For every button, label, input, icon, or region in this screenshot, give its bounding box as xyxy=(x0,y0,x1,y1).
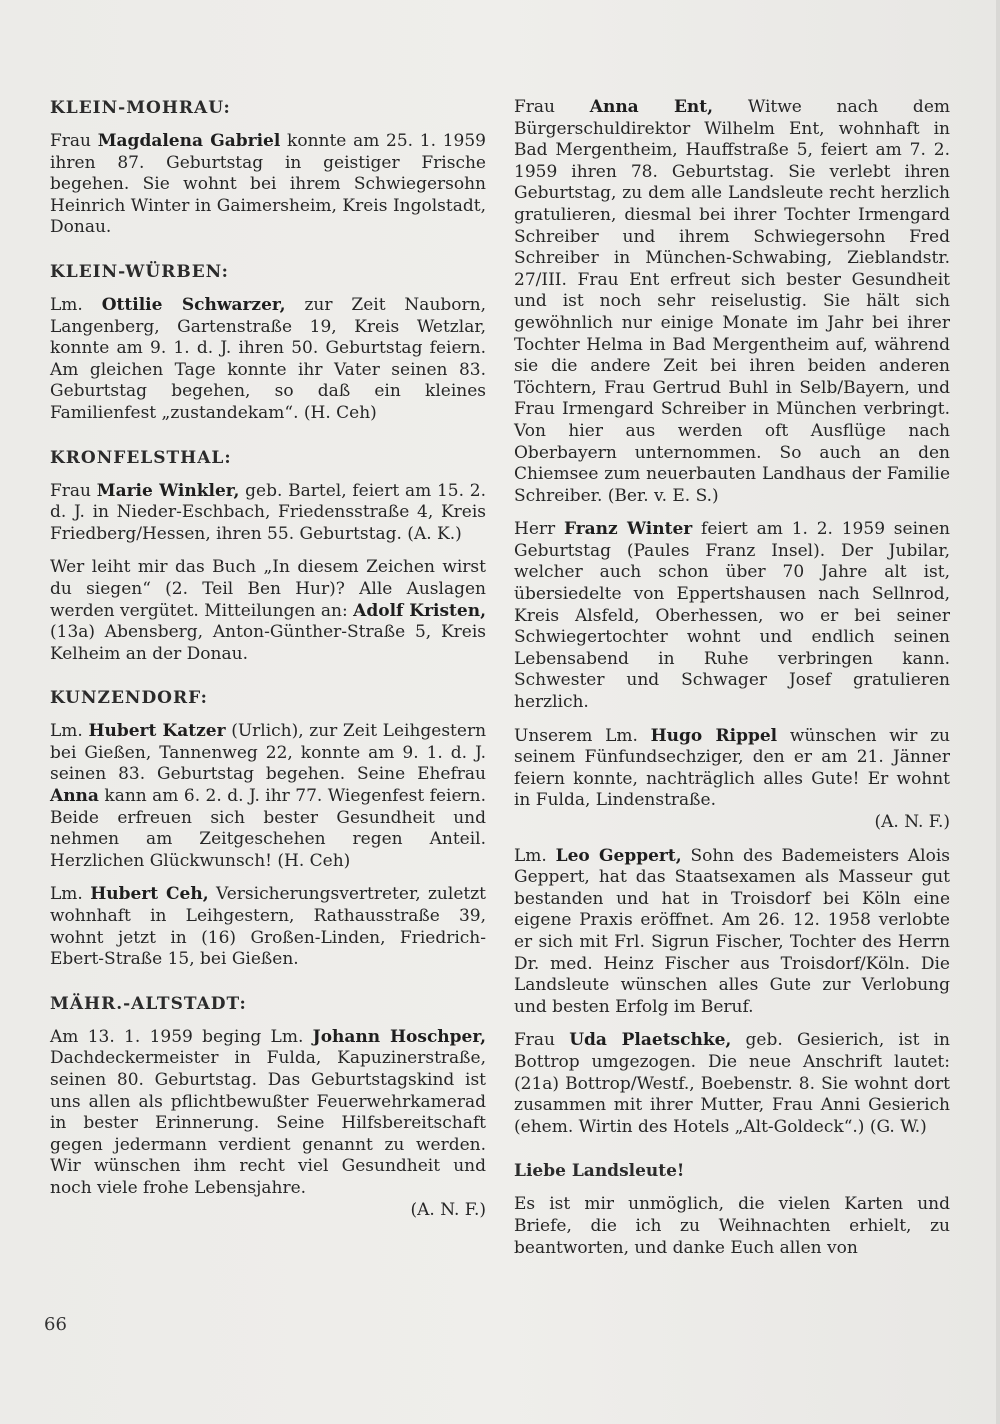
entry-rippel xyxy=(514,726,950,812)
person-name: Johann Hoschper, xyxy=(312,1026,486,1047)
entry-text: Dachdeckermeister in Fulda, Kapuzinerstraße, seinen 80. Geburtstag. Das Geburtstagskind ist uns allen als pflichtbewußter Feuerwehrkamerad in bester Erinnerung. Seine Hilfsbereitschaft gegen jedermann verdient genannt zu werden. Wir wünschen ihm recht viel Gesundheit und noch viele frohe Lebensjahre. xyxy=(50,1048,486,1198)
person-name: Adolf Kristen, xyxy=(353,600,486,621)
entry-ceh xyxy=(50,884,486,970)
person-name: Marie Winkler, xyxy=(96,480,240,501)
entry-text: Frau xyxy=(50,131,98,151)
entry-text: wünschen wir zu seinem Fünfundsechziger, den er am 21. Jänner feiern konnte, nachträglich alles Gute! Er wohnt in Fulda, Lindenstraße. xyxy=(514,725,950,811)
entry-text: Wer leiht mir das Buch „In diesem Zeichen wirst du siegen“ (2. Teil Ben Hur)? Alle Auslagen werden vergütet. Mitteilungen an: xyxy=(50,557,486,621)
person-name: Leo Geppert, xyxy=(555,845,682,866)
heading-kunzendorf: KUNZENDORF: xyxy=(50,688,208,709)
entry-text: Frau xyxy=(514,97,590,117)
signature-anf: (A. N. F.) xyxy=(410,1199,486,1220)
heading-maehr-altstadt: MÄHR.-ALTSTADT: xyxy=(50,993,247,1014)
left-column xyxy=(50,97,486,1233)
entry-ent xyxy=(514,97,950,507)
entry-text: Versicherungsvertreter, zuletzt wohnhaft in Leihgestern, Rathausstraße 39, wohnt jetzt in (16) Großen-Linden, Friedrich-Ebert-Straße 15, bei Gießen. xyxy=(50,884,486,970)
entry-katzer xyxy=(50,721,486,872)
entry-text: (13a) Abensberg, Anton-Günther-Straße 5, Kreis Kelheim an der Donau. xyxy=(50,622,486,664)
signature-anf: (A. N. F.) xyxy=(874,812,950,832)
entry-text: Lm. xyxy=(50,721,89,742)
person-name: Ottilie Schwarzer, xyxy=(101,294,286,315)
entry-text: Herr xyxy=(514,519,564,540)
person-name: Franz Winter xyxy=(563,519,693,540)
entry-text: Lm. xyxy=(514,845,556,866)
entry-text: Sohn des Bademeisters Alois Geppert, hat das Staatsexamen als Masseur gut bestanden und hat in Troisdorf bei Köln eine eigene Praxis eröffnet. Am 26. 12. 1958 verlobte er sich mit Frl. Sigrun Fischer, Tochter des Herrn Dr. med. Heinz Fischer aus Troisdorf/Köln. Die Landsleute wünschen alles Gute zur Verlobung und besten Erfolg im Beruf. xyxy=(514,845,951,1017)
entry-text: Lm. xyxy=(50,294,102,315)
entry-schwarzer xyxy=(50,295,486,425)
entry-kristen xyxy=(50,557,486,665)
right-column xyxy=(514,97,950,1271)
entry-geppert xyxy=(514,846,950,1019)
heading-klein-mohrau: KLEIN-MOHRAU: xyxy=(50,98,231,118)
person-name: Anna xyxy=(50,786,99,807)
entry-text: Frau xyxy=(514,1030,570,1051)
entry-text: Lm. xyxy=(50,884,91,905)
person-name: Hubert Katzer xyxy=(88,721,226,742)
entry-winter xyxy=(514,519,950,713)
person-name: Uda Plaetschke, xyxy=(569,1030,732,1051)
entry-text: Unserem Lm. xyxy=(514,725,651,746)
person-name: Hubert Ceh, xyxy=(90,884,209,905)
entry-text: Witwe nach dem Bürgerschuldirektor Wilhelm Ent, wohnhaft in Bad Mergentheim, Hauffstraße 5, feiert am 7. 2. 1959 ihren 78. Geburtstag. Sie verlebt ihren Geburtstag, zu dem alle Landsleute recht herzlich gratulieren, diesmal bei ihrer Tochter Irmengard Schreiber und ihrem Schwiegersohn Fred Schreiber in München-Schwabing, Zieblandstr. 27/III. Frau Ent erfreut sich bester Gesundheit und ist noch sehr reiselustig. Sie hält sich gewöhnlich nur einige Monate im Jahr bei ihrer Tochter Helma in Bad Mergentheim auf, während sie die andere Zeit bei ihren beiden anderen Töchtern, Frau Gertrud Buhl in Selb/Bayern, und Frau Irmengard Schreiber in München verbringt. Von hier aus werden oft Ausflüge nach Oberbayern unternommen. So auch an den Chiemsee zum neuerbauten Landhaus der Familie Schreiber. (Ber. v. E. S.) xyxy=(514,97,950,506)
entry-plaetschke xyxy=(514,1030,950,1138)
entry-gabriel xyxy=(50,131,486,239)
entry-text: Frau xyxy=(50,480,97,501)
entry-text: Am 13. 1. 1959 beging Lm. xyxy=(50,1026,313,1047)
page-number: 66 xyxy=(44,1314,67,1335)
heading-klein-wuerben: KLEIN-WÜRBEN: xyxy=(50,261,229,282)
entry-text: zur Zeit Nauborn, Langenberg, Gartenstraße 19, Kreis Wetzlar, konnte am 9. 1. d. J. ihren 50. Geburtstag feiern. Am gleichen Tage konnte ihr Vater seinen 83. Geburtstag begehen, so daß ein kleines Familienfest „zustandekam“. (H. Ceh) xyxy=(50,294,486,423)
entry-text: geb. Gesierich, ist in Bottrop umgezogen. Die neue Anschrift lautet: (21a) Bottrop/Westf., Boebenstr. 8. Sie wohnt dort zusammen mit ihrer Mutter, Frau Anni Gesierich (ehem. Wirtin des Hotels „Alt-Goldeck“.) (G. W.) xyxy=(514,1030,950,1137)
entry-landsleute: Es ist mir unmöglich, die vielen Karten und Briefe, die ich zu Weihnachten erhielt, zu beantworten, und danke Euch allen von xyxy=(514,1194,950,1258)
page-edge-shadow xyxy=(996,0,1000,1424)
entry-text: konnte am 25. 1. 1959 ihren 87. Geburtstag in geistiger Frische begehen. Sie wohnt bei ihrem Schwiegersohn Heinrich Winter in Gaimersheim, Kreis Ingolstadt, Donau. xyxy=(50,131,486,238)
entry-winkler xyxy=(50,481,486,546)
entry-hoschper xyxy=(50,1027,486,1200)
entry-text: geb. Bartel, feiert am 15. 2. d. J. in Nieder-Eschbach, Friedensstraße 4, Kreis Friedberg/Hessen, ihren 55. Geburtstag. (A. K.) xyxy=(50,480,486,544)
person-name: Hugo Rippel xyxy=(650,725,778,746)
heading-liebe-landsleute: Liebe Landsleute! xyxy=(514,1161,685,1182)
entry-text: feiert am 1. 2. 1959 seinen Geburtstag (Paules Franz Insel). Der Jubilar, welcher auch schon über 70 Jahre alt ist, übersiedelte von Eppertshausen nach Sellnrod, Kreis Alsfeld, Oberhessen, wo er bei seiner Schwiegertochter wohnt und endlich seinen Lebensabend in Ruhe verbringen kann. Schwester und Schwager Josef gratulieren herzlich. xyxy=(514,519,950,713)
heading-kronfelsthal: KRONFELSTHAL: xyxy=(50,447,232,468)
entry-text: (Urlich), zur Zeit Leihgestern bei Gießen, Tannenweg 22, konnte am 9. 1. d. J. seinen 83. Geburtstag begehen. Seine Ehefrau xyxy=(50,721,487,785)
person-name: Magdalena Gabriel xyxy=(97,131,281,151)
person-name: Anna Ent, xyxy=(589,97,714,117)
entry-text: kann am 6. 2. d. J. ihr 77. Wiegenfest feiern. Beide erfreuen sich bester Gesundheit und nehmen am Zeitgeschehen regen Anteil. Herzlichen Glückwunsch! (H. Ceh) xyxy=(50,786,486,871)
